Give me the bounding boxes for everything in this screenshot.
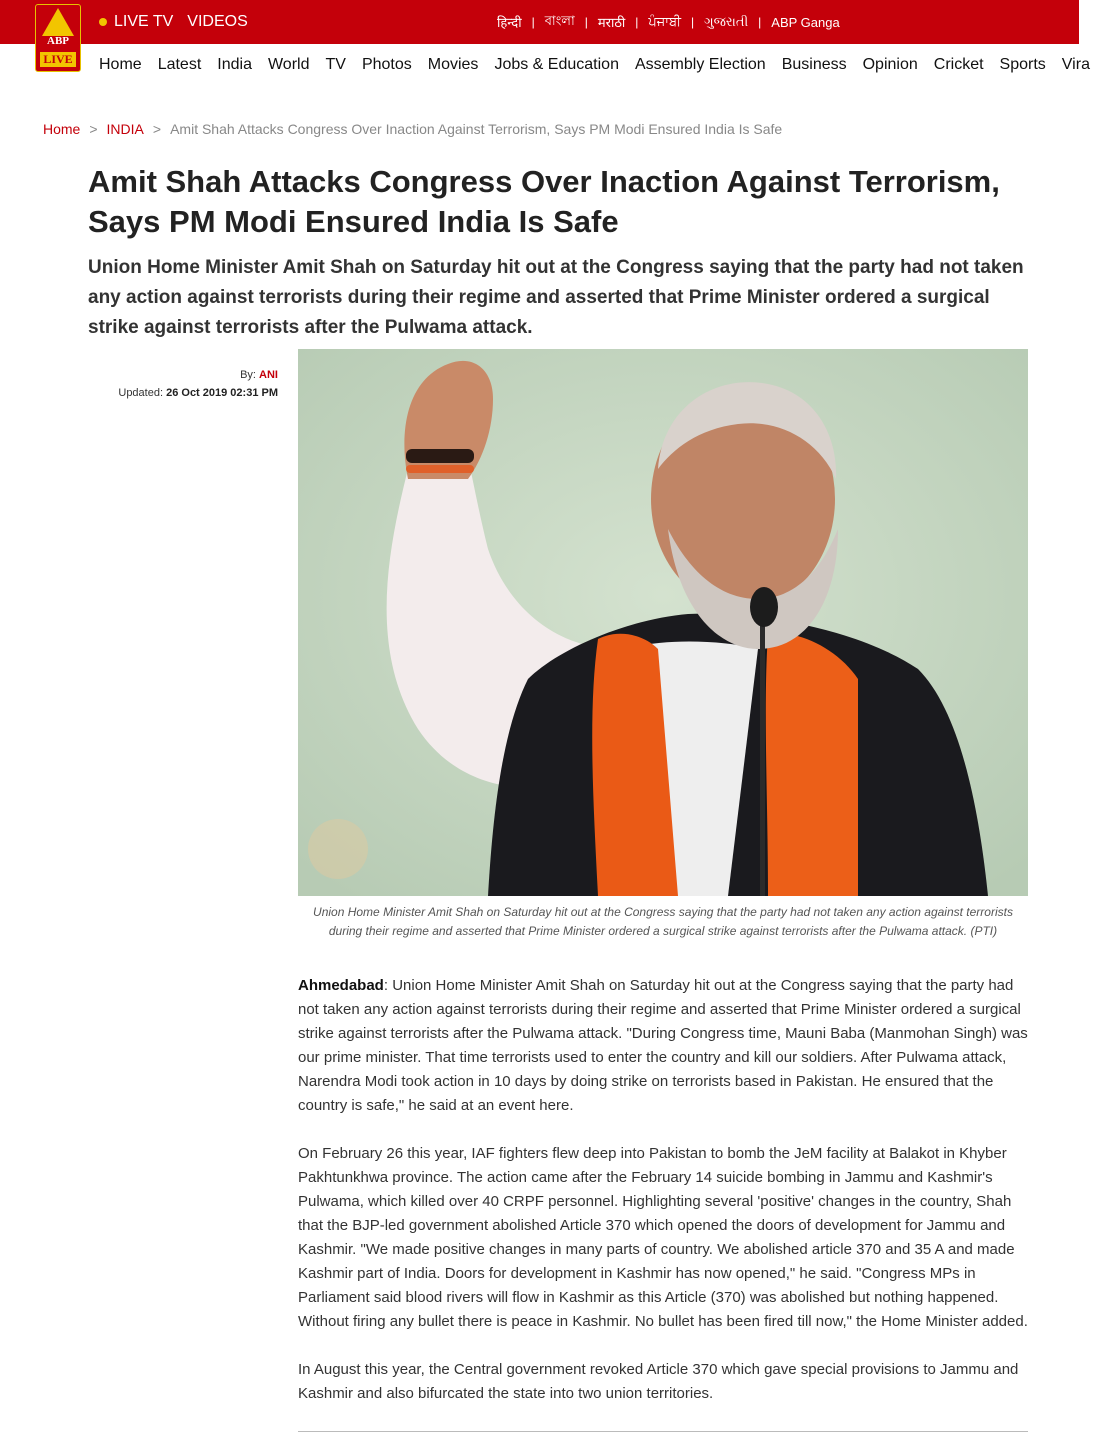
updated-timestamp: 26 Oct 2019 02:31 PM (166, 387, 278, 399)
main-nav-wrapper (0, 44, 1090, 84)
lang-separator: | (758, 15, 762, 29)
author-link[interactable]: ANI (259, 369, 278, 381)
article-paragraph: On February 26 this year, IAF fighters flew deep into Pakistan to bomb the JeM facility at Balakot in Khyber Pakhtunkhwa province. The action came after the February 14 suicide bombing in Jammu and Kashmir's Pulwama, which killed over 40 CRPF personnel. Highlighting several 'positive' changes in the country, Shah that the BJP-led government abolished Article 370 which opened the doors of development for Jammu and Kashmir. "We made positive changes in many parts of country. We abolished article 370 and 35 A and made Kashmir part of India. Doors for development in Kashmir has now opened," he said. "Congress MPs in Parliament said blood rivers will flow in Kashmir as this Article (370) was abolished but nothing happened. Without firing any bullet there is peace in Kashmir. No bullet has been fired till now," the Home Minister added. (298, 1145, 1028, 1330)
live-dot-icon (99, 18, 107, 26)
lang-bangla[interactable]: বাংলা (544, 12, 575, 28)
lang-separator: | (584, 15, 588, 29)
paragraph-text: : Union Home Minister Amit Shah on Saturday hit out at the Congress saying that the party had not taken any action against terrorists during their regime and asserted that Prime Minister ordered a surgical strike against terrorists after the Pulwama attack. "During Congress time, Mauni Baba (Manmohan Singh) was our prime minister. That time terrorists used to enter the country and kill our soldiers. After Pulwama attack, Narendra Modi took action in 10 days by doing strike on terrorists based in Pakistan. He ensured that the country is safe," he said at an event here. (298, 977, 1028, 1114)
lang-separator: | (531, 15, 535, 29)
article-byline (88, 366, 278, 402)
logo-triangle-icon (42, 8, 74, 36)
article-subheadline: Union Home Minister Amit Shah on Saturday hit out at the Congress saying that the party had not taken any action against terrorists during their regime and asserted that Prime Minister ordered a surgical strike against terrorists after the Pulwama attack. (88, 257, 1024, 338)
breadcrumb (43, 121, 782, 137)
live-links (99, 12, 262, 32)
lang-punjabi[interactable]: ਪੰਜਾਬੀ (648, 14, 682, 29)
nav-tv[interactable]: TV (325, 56, 346, 73)
lang-hindi[interactable]: हिन्दी (497, 15, 522, 30)
nav-opinion[interactable]: Opinion (862, 56, 918, 73)
breadcrumb-home[interactable]: Home (43, 121, 81, 137)
nav-movies[interactable]: Movies (427, 56, 479, 73)
live-tv-link[interactable]: LIVE TV (114, 13, 174, 30)
breadcrumb-separator: > (152, 121, 162, 137)
lang-separator: | (635, 15, 639, 29)
nav-sports[interactable]: Sports (999, 56, 1046, 73)
photo-caption: Union Home Minister Amit Shah on Saturday hit out at the Congress saying that the party had not taken any action against terrorists during their regime and asserted that Prime Minister ordered a surgical strike against terrorists after the Pulwama attack. (PTI) (313, 905, 1013, 938)
article-paragraph: In August this year, the Central government revoked Article 370 which gave special provisions to Jammu and Kashmir and also bifurcated the state into two union territories. (298, 1361, 1019, 1402)
dateline: Ahmedabad (298, 977, 384, 994)
divider (298, 1431, 1028, 1432)
nav-business[interactable]: Business (781, 56, 847, 73)
nav-world[interactable]: World (267, 56, 310, 73)
abp-live-logo[interactable] (35, 4, 81, 72)
logo-live-text: LIVE (40, 52, 76, 67)
main-nav (99, 56, 1106, 76)
videos-link[interactable]: VIDEOS (187, 13, 248, 30)
lang-abp-ganga[interactable]: ABP Ganga (771, 14, 840, 30)
breadcrumb-india[interactable]: INDIA (106, 121, 144, 137)
breadcrumb-separator: > (89, 121, 98, 137)
nav-latest[interactable]: Latest (157, 56, 202, 73)
nav-home[interactable]: Home (99, 56, 142, 73)
nav-photos[interactable]: Photos (361, 56, 412, 73)
article-headline: Amit Shah Attacks Congress Over Inaction Against Terrorism, Says PM Modi Ensured India Is Safe (88, 164, 1000, 239)
nav-cricket[interactable]: Cricket (933, 56, 984, 73)
updated-label: Updated: (118, 387, 164, 399)
nav-india[interactable]: India (217, 56, 252, 73)
lang-separator: | (691, 15, 695, 29)
nav-assembly-election[interactable]: Assembly Election (634, 56, 766, 73)
lang-marathi[interactable]: मराठी (597, 15, 626, 30)
breadcrumb-current: Amit Shah Attacks Congress Over Inaction Against Terrorism, Says PM Modi Ensured India Is Safe (170, 121, 783, 137)
article-paragraph (298, 974, 1033, 1118)
logo-abp-text: ABP (47, 35, 69, 47)
article-photo (298, 349, 1028, 896)
article-body (298, 974, 1033, 1430)
by-label: By: (240, 369, 256, 381)
nav-jobs-education[interactable]: Jobs & Education (494, 56, 619, 73)
lang-gujarati[interactable]: ગુજરાતી (704, 14, 749, 29)
nav-viral[interactable]: Vira (1061, 56, 1090, 73)
language-switcher (497, 12, 840, 32)
speaker-illustration (298, 349, 1028, 896)
